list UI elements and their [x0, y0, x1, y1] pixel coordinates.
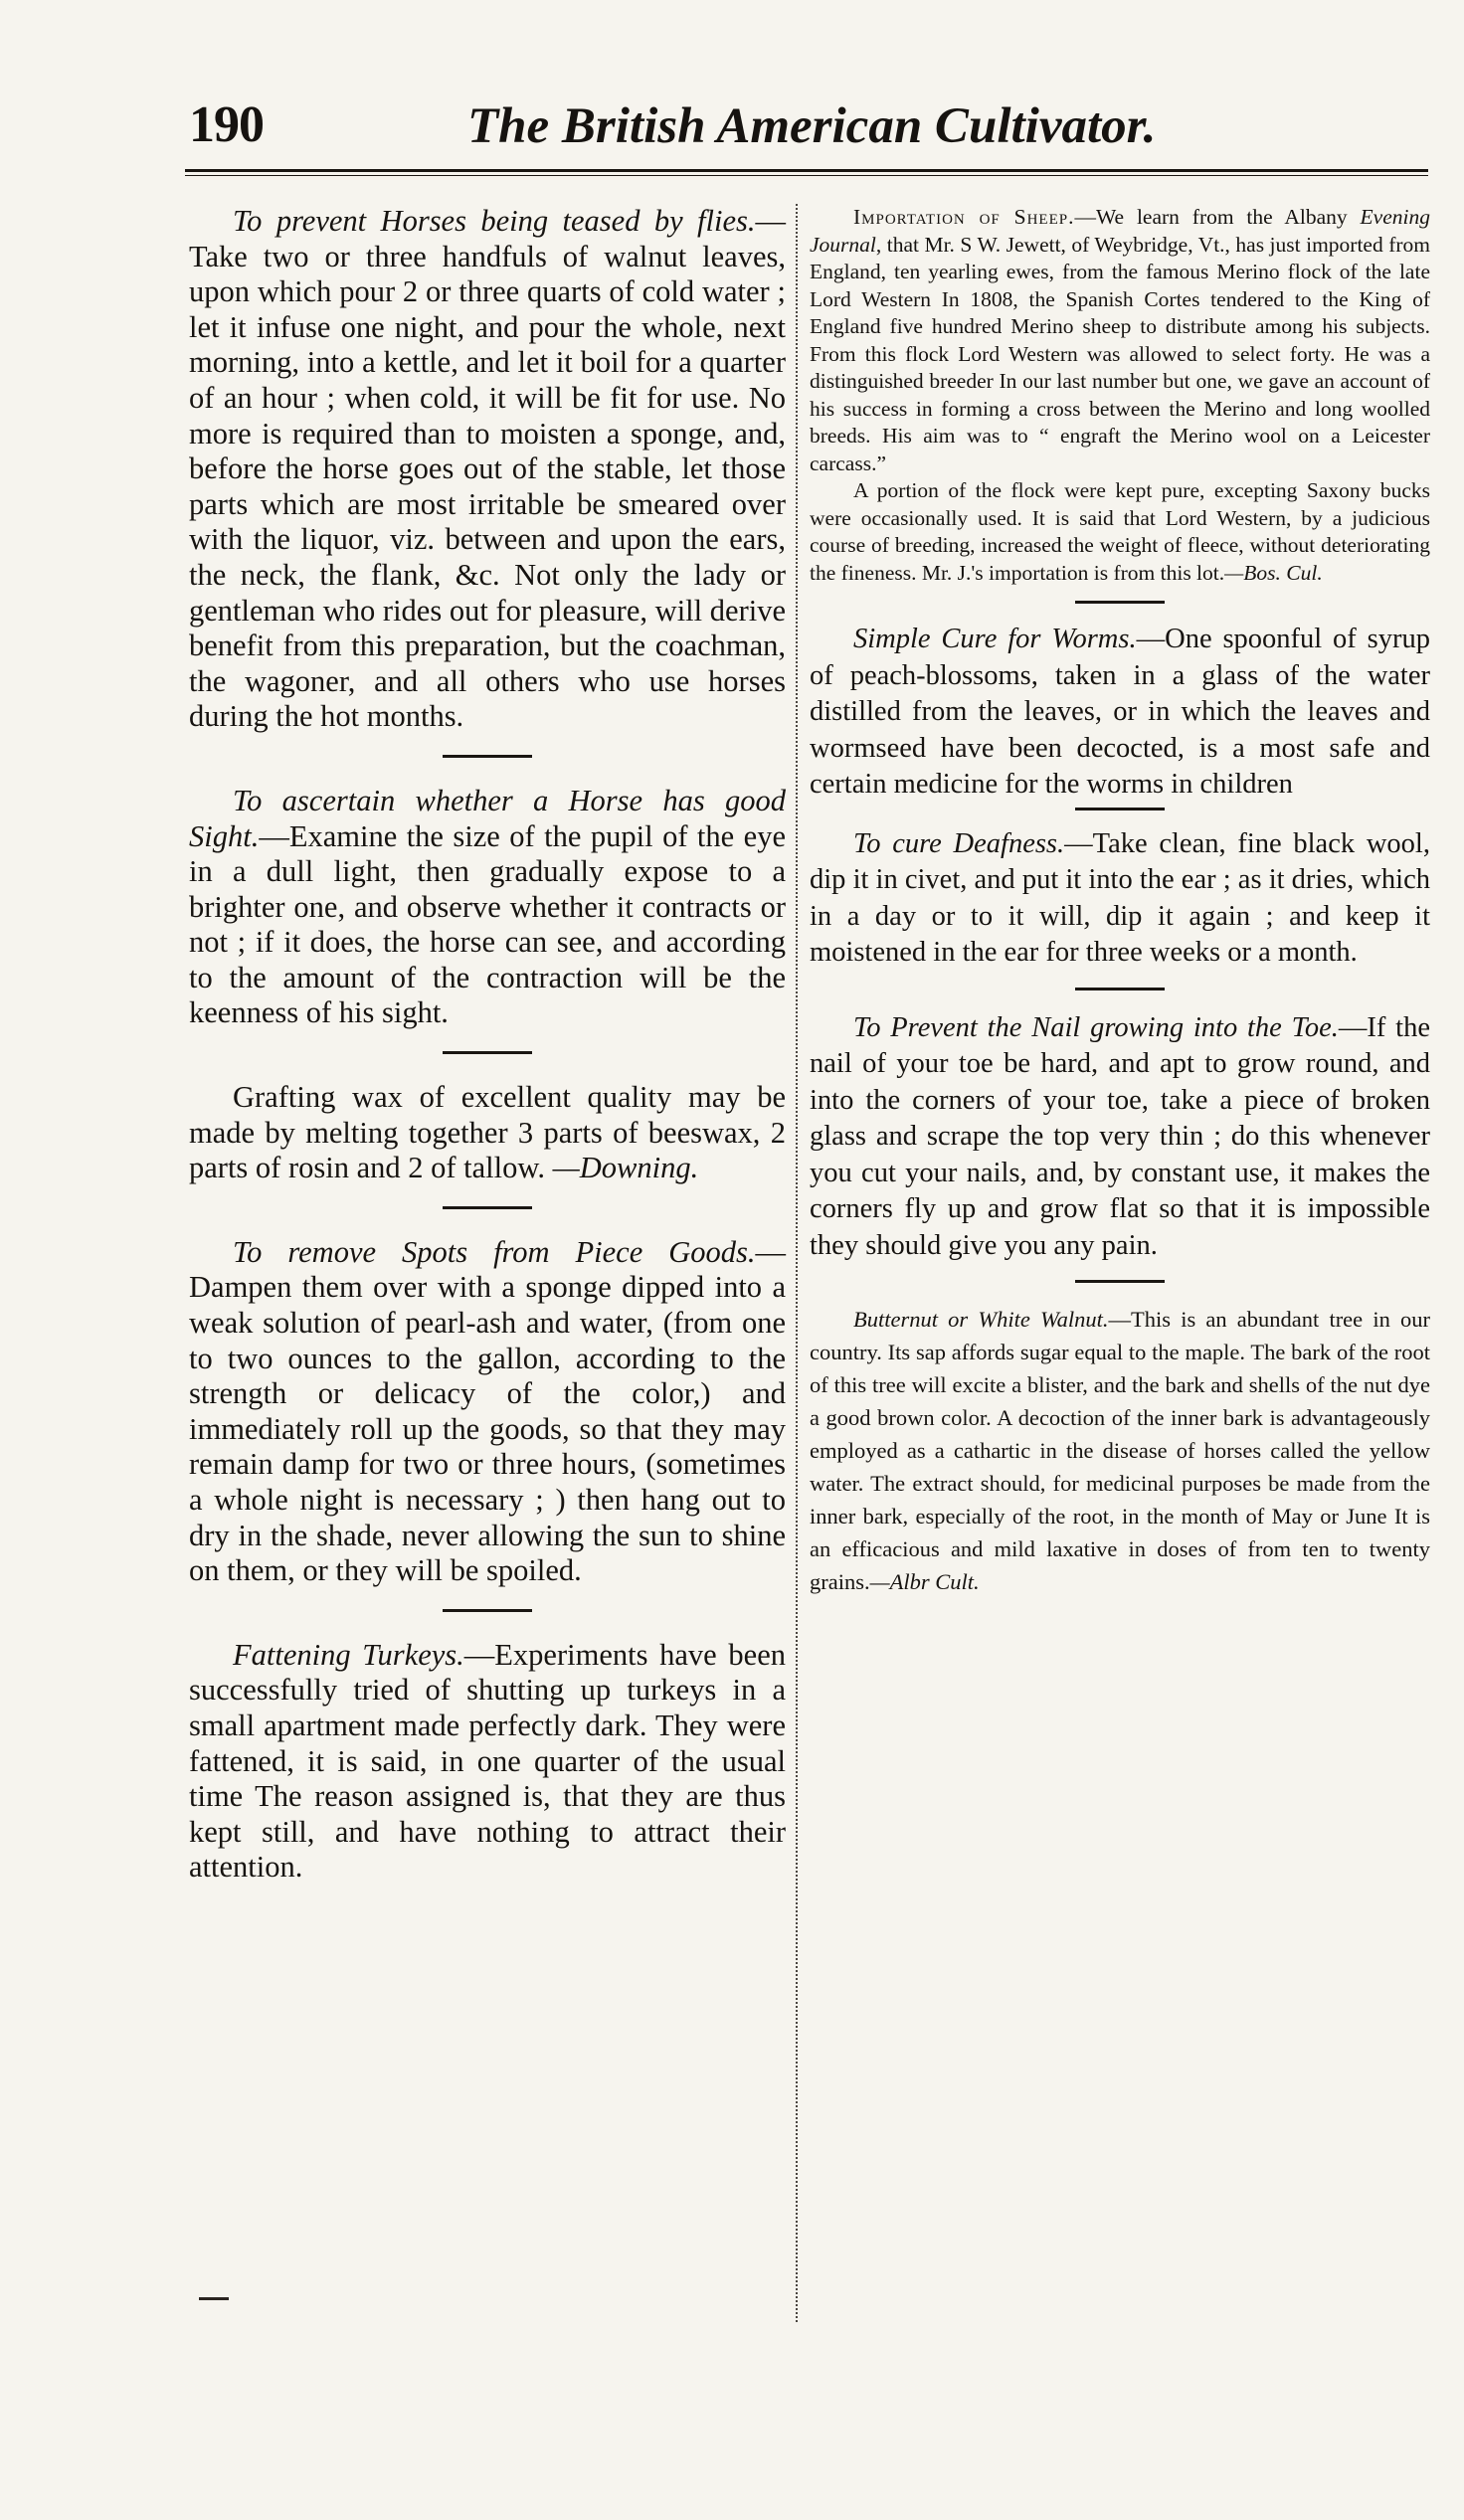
- article-title: To Prevent the Nail growing into the Toe.: [853, 1011, 1339, 1043]
- article-body: —Experiments have been successfully tried of shutting up turkeys in a small apartment made perfectly dark. They were fattened, it is said, in one quarter of the usual time The reason assigned is, that they are thus kept still, and have nothing to attract their attention.: [189, 1637, 786, 1885]
- separator-rule: [443, 755, 532, 758]
- newspaper-name: Evening Journal: [810, 205, 1430, 257]
- article-body: A portion of the flock were kept pure, excepting Saxony bucks were occasionally used. It is said that Lord Western, by a judicious course of breeding, increased the weight of fleece, without deteriorating the fineness. Mr. J.'s importation is from this lot.: [810, 478, 1430, 585]
- article-body: —Take clean, fine black wool, dip it in civet, and put it into the ear ; as it dries, which in a day or to it will, dip it again ; and keep it moistened in the ear for three weeks or a month.: [810, 827, 1430, 968]
- article-body: —Examine the size of the pupil of the eye in a dull light, then gradually expose to a brighter one, and observe whether it contracts or not ; if it does, the horse can see, and according to the amount of the contraction will be the keenness of his sight.: [189, 818, 786, 1030]
- end-mark: [199, 2297, 229, 2300]
- article-horses-flies: [189, 204, 786, 735]
- article-title: Butternut or White Walnut.: [853, 1307, 1109, 1332]
- article-nail: [810, 1010, 1430, 1265]
- article-title: To remove Spots from Piece Goods.: [233, 1234, 756, 1269]
- article-butternut: [810, 1303, 1430, 1598]
- column-divider: [796, 204, 798, 2322]
- right-column: [810, 204, 1430, 1598]
- article-body: —If the nail of your toe be hard, and apt to grow round, and into the corners of your toe, take a piece of broken glass and scrape the top very thin ; do this whenever you cut your nails, and, by constant use, it makes the corners fly up and grow flat so that it is impossible they should give you any pain.: [810, 1011, 1430, 1261]
- running-title: The British American Cultivator.: [467, 98, 1157, 154]
- article-title: To ascertain whether a Horse has good Sight.: [189, 783, 786, 853]
- separator-rule: [1075, 601, 1165, 604]
- article-body: —This is an abundant tree in our country. Its sap affords sugar equal to the maple. The bark of the root of this tree will excite a blister, and the bark and shells of the nut dye a good brown color. A decoction of the inner bark is advantageously employed as a cathartic in the disease of horses called the yellow water. The extract should, for medicinal purposes be made from the inner bark, especially of the root, in the month of May or June It is an efficacious and mild laxative in doses of from ten to twenty grains.: [810, 1307, 1430, 1594]
- article-title: To prevent Horses being teased by flies.: [233, 204, 756, 238]
- article-deafness: [810, 826, 1430, 972]
- article-source: —Bos. Cul.: [1224, 560, 1323, 585]
- left-column: [189, 204, 786, 1886]
- article-body: , that Mr. S W. Jewett, of Weybridge, Vt., has just imported from England, ten yearling ewes, from the famous Merino flock of the late Lord Western In 1808, the Spanish Cortes tendered to the King of England five hundred Merino sheep to distribute among his subjects. From this flock Lord Western was allowed to select forty. He was a distinguished breeder In our last number but one, we gave an account of his success in forming a cross between the Merino and long woolled breeds. His aim was to “ engraft the Merino wool on a Leicester carcass.”: [810, 232, 1430, 475]
- separator-rule: [1075, 988, 1165, 990]
- article-title: Importation of Sheep.: [853, 205, 1075, 229]
- article-title: To cure Deafness.: [853, 827, 1065, 859]
- article-body: —Take two or three handfuls of walnut leaves, upon which pour 2 or three quarts of cold water ; let it infuse one night, and pour the whole, next morning, into a kettle, and let it boil for a quarter of an hour ; when cold, it will be fit for use. No more is required than to moisten a sponge, and, before the horse goes out of the stable, let those parts which are most irritable be smeared over with the liquor, viz. between and upon the ears, the neck, the flank, &c. Not only the lady or gentleman who rides out for pleasure, will derive benefit from this preparation, but the coachman, the wagoner, and all others who use horses during the hot months.: [189, 204, 786, 734]
- article-body: —Dampen them over with a sponge dipped into a weak solution of pearl-ash and water, (from one to two ounces to the gallon, according to the strength or delicacy of the color,) and immediately roll up the goods, so that they may remain damp for two or three hours, (sometimes a whole night is necessary ; ) then hang out to dry in the shade, never allowing the sun to shine on them, or they will be spoiled.: [189, 1234, 786, 1588]
- article-horse-sight: [189, 784, 786, 1031]
- article-body: Grafting wax of excellent quality may be made by melting together 3 parts of beeswax, 2 parts of rosin and 2 of tallow.: [189, 1080, 786, 1185]
- article-source: —Albr Cult.: [869, 1569, 980, 1594]
- article-title: Fattening Turkeys.: [233, 1637, 464, 1672]
- separator-rule: [1075, 1280, 1165, 1283]
- article-body: —One spoonful of syrup of peach-blossoms, taken in a glass of the water distilled from the leaves, or in which the leaves and wormseed have been decocted, is a most safe and certain medicine for the worms in children: [810, 624, 1430, 800]
- separator-rule: [443, 1206, 532, 1209]
- article-spots-goods: [189, 1235, 786, 1589]
- page-number: 190: [189, 96, 264, 153]
- article-worms: [810, 622, 1430, 804]
- article-grafting-wax: [189, 1080, 786, 1186]
- header-rule: [185, 169, 1428, 176]
- article-sheep: [810, 204, 1430, 587]
- article-title: Simple Cure for Worms.: [853, 624, 1137, 654]
- page-header: [189, 95, 1432, 157]
- article-body: —We learn from the Albany: [1074, 205, 1361, 229]
- article-source: —Downing.: [552, 1151, 699, 1185]
- separator-rule: [1075, 808, 1165, 810]
- article-turkeys: [189, 1638, 786, 1886]
- separator-rule: [443, 1609, 532, 1612]
- separator-rule: [443, 1051, 532, 1054]
